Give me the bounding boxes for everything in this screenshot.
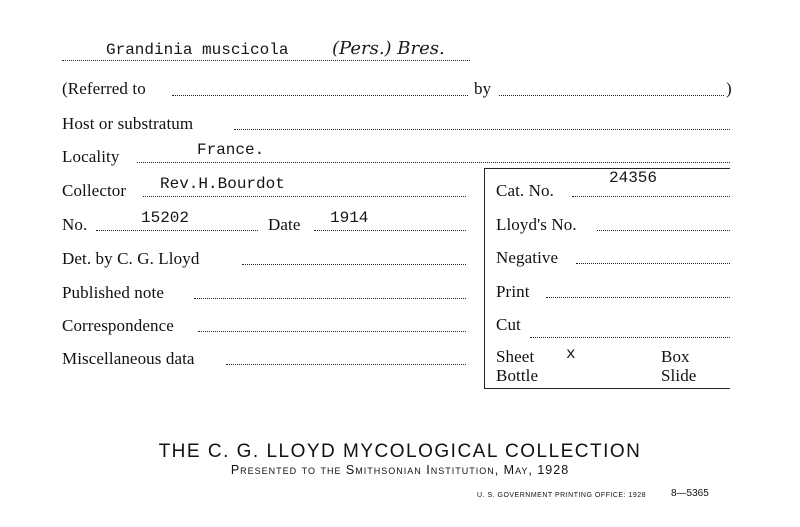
no-value: 15202 — [141, 209, 190, 227]
cat-no-label: Cat. No. — [496, 181, 554, 200]
correspondence-line — [198, 331, 466, 332]
box-bottom-border — [484, 388, 730, 389]
host-label: Host or substratum — [62, 114, 194, 133]
referred-close-paren: ) — [726, 79, 732, 98]
collector-value: Rev.H.Bourdot — [160, 175, 285, 193]
collection-subtitle: Presented to the Smithsonian Institution, May, 1928 — [230, 463, 570, 477]
locality-line — [137, 162, 730, 163]
collector-label: Collector — [62, 181, 127, 200]
cut-line — [530, 337, 730, 338]
negative-line — [576, 263, 730, 264]
referred-to-line — [172, 95, 468, 96]
bottle-label: Bottle — [496, 366, 539, 385]
misc-data-line — [226, 364, 466, 365]
host-line — [234, 129, 730, 130]
sheet-label: Sheet — [496, 347, 535, 366]
print-line — [546, 297, 730, 298]
cut-label: Cut — [496, 315, 521, 334]
by-label: by — [474, 79, 492, 98]
lloyds-no-line — [597, 230, 730, 231]
slide-label: Slide — [661, 366, 697, 385]
published-note-line — [194, 298, 466, 299]
det-by-line — [242, 264, 466, 265]
locality-label: Locality — [62, 147, 120, 166]
by-line — [499, 95, 724, 96]
cat-no-value: 24356 — [609, 169, 658, 187]
referred-to-label: (Referred to — [62, 79, 146, 98]
cat-no-line — [572, 196, 730, 197]
box-label: Box — [661, 347, 690, 366]
no-line — [96, 230, 258, 231]
box-left-border — [484, 168, 485, 388]
species-authority: (Pers.) Bres. — [332, 38, 445, 59]
date-line — [314, 230, 466, 231]
date-label: Date — [268, 215, 301, 234]
form-number: 8—5365 — [671, 488, 709, 499]
correspondence-label: Correspondence — [62, 316, 174, 335]
misc-data-label: Miscellaneous data — [62, 349, 195, 368]
print-label: Print — [496, 282, 530, 301]
sheet-mark: x — [566, 345, 576, 363]
collector-line — [143, 196, 466, 197]
printer-imprint: U. S. GOVERNMENT PRINTING OFFICE: 1928 — [477, 492, 647, 499]
date-value: 1914 — [330, 209, 369, 227]
negative-label: Negative — [496, 248, 559, 267]
published-note-label: Published note — [62, 283, 164, 302]
box-top-border — [484, 168, 730, 169]
det-by-label: Det. by C. G. Lloyd — [62, 249, 200, 268]
locality-value: France. — [197, 141, 265, 159]
species-name: Grandinia muscicola — [106, 41, 289, 59]
lloyds-no-label: Lloyd's No. — [496, 215, 577, 234]
species-line — [62, 60, 470, 61]
no-label: No. — [62, 215, 88, 234]
collection-title: THE C. G. LLOYD MYCOLOGICAL COLLECTION — [158, 441, 642, 462]
